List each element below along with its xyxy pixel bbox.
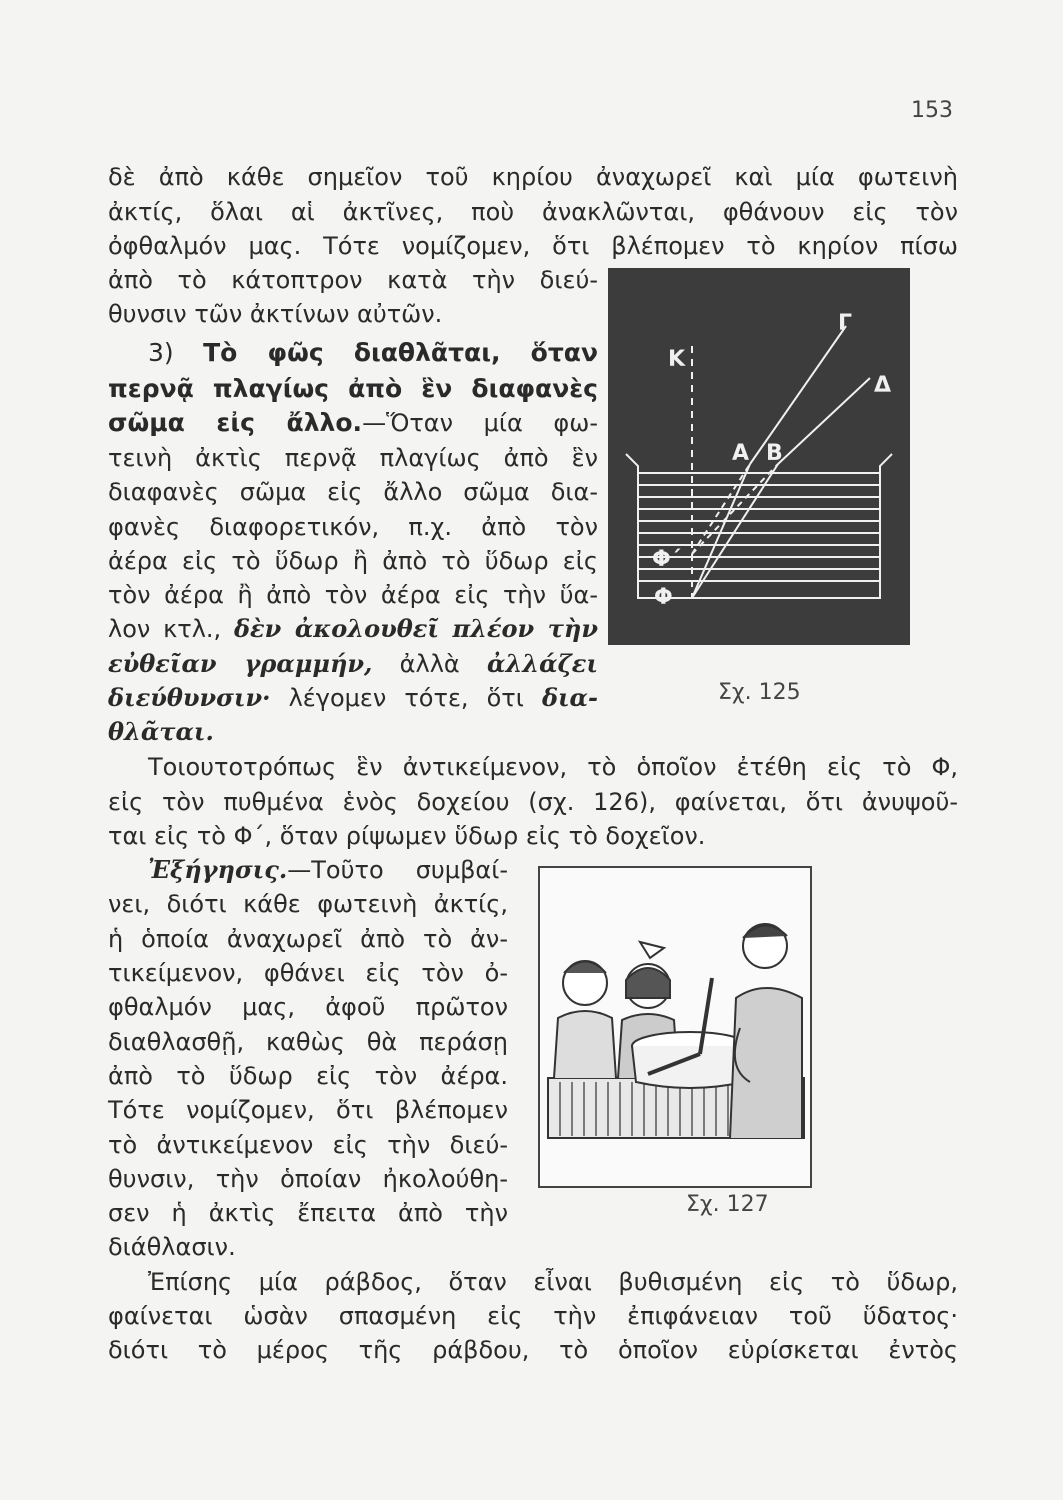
text-line: διότι τὸ μέρος τῆς ράβδου, τὸ ὁποῖον εὑρίσκεται ἐντὸς — [108, 1336, 958, 1364]
text-line: διαφανὲς σῶμα εἰς ἄλλο σῶμα δια- — [108, 478, 598, 506]
heading-text: Τὸ φῶς διαθλᾶται, ὅταν — [203, 338, 598, 367]
emphasis-line: θλᾶται. — [108, 717, 214, 746]
text-line: ἀέρα εἰς τὸ ὕδωρ ἢ ἀπὸ τὸ ὕδωρ εἰς — [108, 547, 598, 575]
text-line: ἀπὸ τὸ κάτοπτρον κατὰ τὴν διεύ- — [108, 266, 598, 294]
emphasis-text: εὐθεῖαν γραμμήν, — [108, 649, 373, 678]
text-span: —Τοῦτο συμβαί- — [287, 856, 508, 884]
emphasis-text: Ἐξήγησις. — [148, 855, 288, 884]
children-illustration — [540, 868, 810, 1186]
text-line: νει, διότι κάθε φωτεινὴ ἀκτίς, — [108, 890, 508, 918]
man-body — [730, 988, 802, 1138]
ray-line — [750, 326, 846, 464]
text-line: τεινὴ ἀκτὶς περνᾷ πλαγίως ἀπὸ ἓν — [108, 444, 598, 472]
text-line: φαίνεται ὡσὰν σπασμένη εἰς τὴν ἐπιφάνειαν τοῦ ὕδατος· — [108, 1302, 958, 1330]
girl-bow — [640, 942, 664, 958]
boy-body — [554, 1011, 616, 1078]
text-line — [108, 406, 598, 440]
emphasis-text: ἀλλάζει — [486, 649, 598, 678]
emphasis-text: δὲν ἀκολουθεῖ πλέον τὴν — [234, 614, 599, 643]
text-line: θυνσιν τῶν ἀκτίνων αὐτῶν. — [108, 300, 443, 328]
text-line — [108, 612, 598, 646]
section-heading — [108, 336, 598, 370]
text-line: θυνσιν, τὴν ὁποίαν ἠκολούθη- — [108, 1165, 508, 1193]
text-line: εἰς τὸν πυθμένα ἑνὸς δοχείου (σχ. 126), φαίνεται, ὅτι ἀνυψοῦ- — [108, 788, 958, 816]
label-K: Κ — [668, 347, 686, 372]
text-span: λον κτλ., — [108, 615, 222, 643]
text-line: δὲ ἀπὸ κάθε σημεῖον τοῦ κηρίου ἀναχωρεῖ καὶ μία φωτεινὴ — [108, 163, 958, 191]
text-line: σεν ἡ ἀκτὶς ἔπειτα ἀπὸ τὴν — [108, 1199, 508, 1227]
label-A: Α — [732, 441, 750, 466]
text-line: Ἐπίσης μία ράβδος, ὅταν εἶναι βυθισμένη εἰς τὸ ὕδωρ, — [148, 1268, 958, 1296]
text-line: ἡ ὁποία ἀναχωρεῖ ἀπὸ τὸ ἀν- — [108, 925, 508, 953]
bowl-body — [632, 1046, 748, 1088]
man-hair — [743, 925, 787, 938]
text-line: ἀκτίς, ὅλαι αἱ ἀκτῖνες, ποὺ ἀνακλῶνται, φθάνουν εἰς τὸν — [108, 198, 958, 226]
refraction-figure — [608, 268, 910, 645]
heading-line: περνᾷ πλαγίως ἀπὸ ἓν διαφανὲς — [108, 374, 598, 403]
text-line: ται εἰς τὸ Φ΄, ὅταν ρίψωμεν ὕδωρ εἰς τὸ δοχεῖον. — [108, 822, 706, 850]
figure-caption: Σχ. 127 — [686, 1192, 769, 1217]
text-line: τὸν ἀέρα ἢ ἀπὸ τὸν ἀέρα εἰς τὴν ὕα- — [108, 581, 598, 609]
heading-text: σῶμα εἰς ἄλλο. — [108, 408, 363, 437]
text-line: διαθλασθῇ, καθὼς θὰ περάσῃ — [108, 1028, 508, 1056]
vessel-outline — [626, 454, 892, 598]
emphasis-text: διεύθυνσιν· — [108, 683, 271, 712]
text-line: τὸ ἀντικείμενον εἰς τὴν διεύ- — [108, 1131, 508, 1159]
text-line: Τότε νομίζομεν, ὅτι βλέπομεν — [108, 1096, 508, 1124]
text-line — [108, 681, 598, 715]
page-number: 153 — [911, 98, 953, 123]
text-line: φανὲς διαφορετικόν, π.χ. ἀπὸ τὸν — [108, 513, 598, 541]
text-line: φθαλμόν μας, ἀφοῦ πρῶτον — [108, 993, 508, 1021]
text-line — [108, 853, 508, 887]
label-F: Φ — [654, 585, 673, 610]
text-line — [108, 647, 598, 681]
boy-hair — [564, 962, 606, 974]
label-B: Β — [766, 441, 783, 466]
label-F-prime: Φ΄ — [652, 547, 681, 572]
emphasis-text: δια- — [541, 683, 598, 712]
text-line: ἀπὸ τὸ ὕδωρ εἰς τὸν ἀέρα. — [108, 1062, 508, 1090]
section-number: 3) — [148, 338, 174, 367]
text-line: Τοιουτοτρόπως ἓν ἀντικείμενον, τὸ ὁποῖον ἐτέθη εἰς τὸ Φ, — [148, 753, 958, 781]
text-line: τικείμενον, φθάνει εἰς τὸν ὀ- — [108, 959, 508, 987]
text-line: διάθλασιν. — [108, 1233, 236, 1261]
ray-line — [778, 378, 870, 464]
illustration-figure — [538, 866, 812, 1188]
label-G: Γ — [838, 311, 853, 336]
figure-caption: Σχ. 125 — [718, 680, 801, 705]
label-D: Δ — [874, 373, 892, 398]
refraction-diagram — [608, 268, 910, 645]
text-span: —Ὅταν μία φω- — [362, 409, 598, 437]
text-span: ἀλλὰ — [399, 650, 460, 678]
text-line: ὀφθαλμόν μας. Τότε νομίζομεν, ὅτι βλέπομεν τὸ κηρίον πίσω — [108, 232, 958, 260]
text-span: λέγομεν τότε, ὅτι — [288, 684, 524, 712]
